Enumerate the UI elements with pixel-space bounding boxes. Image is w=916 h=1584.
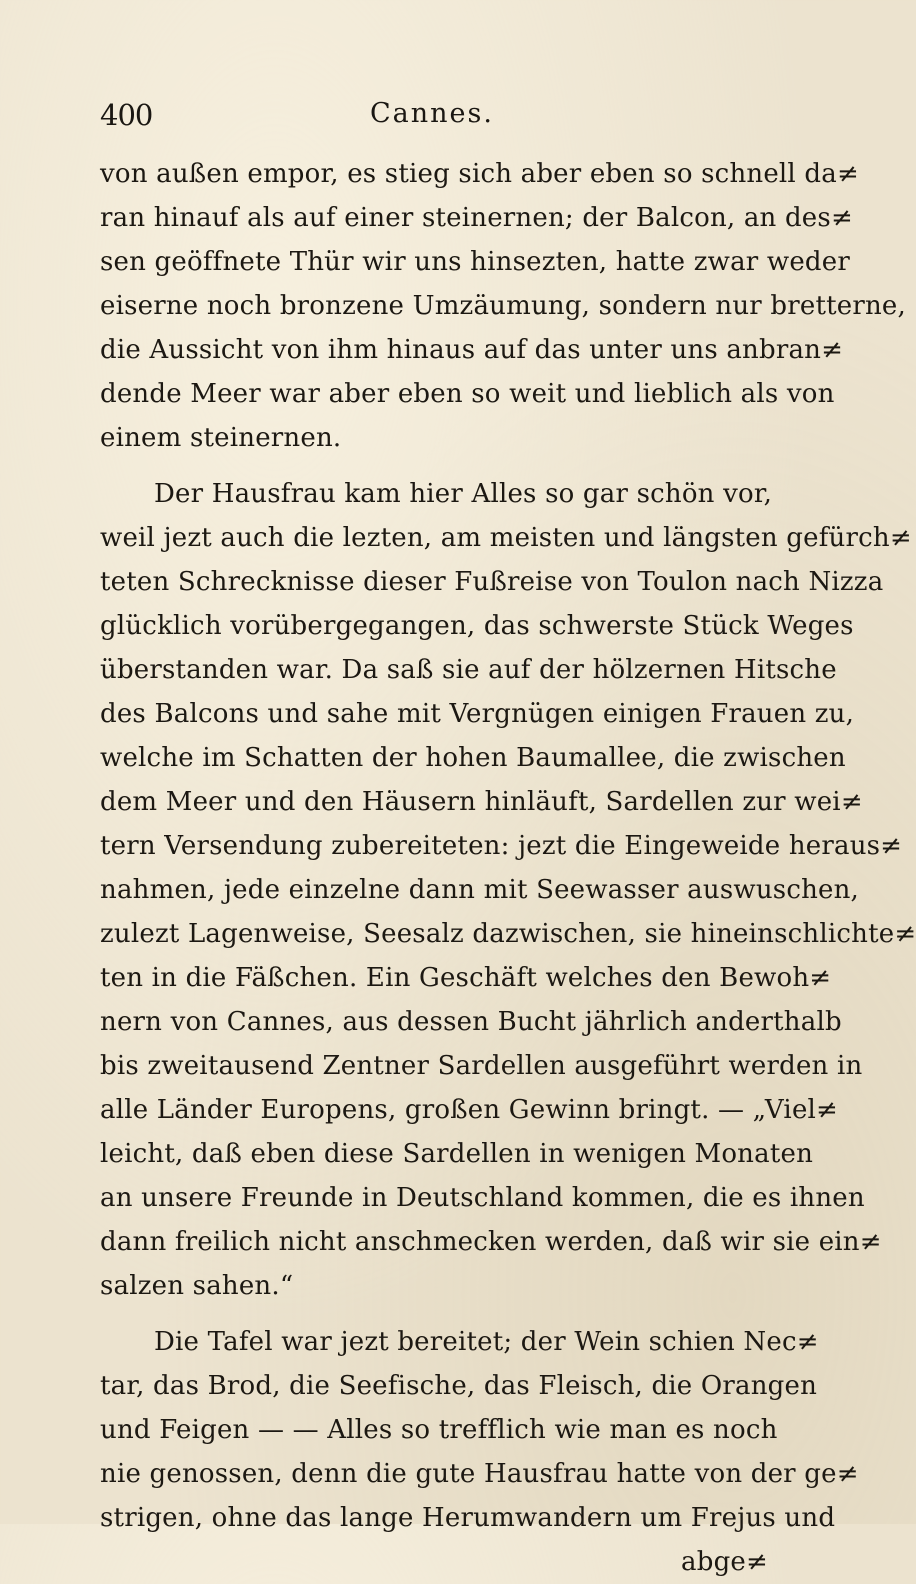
running-head: Cannes. (370, 98, 494, 129)
text-line: überstanden war. Da saß sie auf der hölzernen Hitsche (100, 655, 837, 685)
page-number: 400 (100, 98, 153, 132)
text-line: dem Meer und den Häusern hinläuft, Sardellen zur wei≠ (100, 787, 863, 817)
text-line: nern von Cannes, aus dessen Bucht jährlich anderthalb (100, 1007, 842, 1037)
text-line: von außen empor, es stieg sich aber eben so schnell da≠ (100, 159, 859, 189)
paragraph (100, 152, 906, 460)
text-line: ran hinauf als auf einer steinernen; der Balcon, an des≠ (100, 203, 853, 233)
text-line: eiserne noch bronzene Umzäumung, sondern nur bretterne, (100, 291, 906, 321)
text-line: tar, das Brod, die Seefische, das Fleisch, die Orangen (100, 1371, 818, 1401)
text-line: dann freilich nicht anschmecken werden, daß wir sie ein≠ (100, 1227, 882, 1257)
body-text (100, 152, 916, 1584)
text-line: die Aussicht von ihm hinaus auf das unter uns anbran≠ (100, 335, 844, 365)
text-line: dende Meer war aber eben so weit und lieblich als von (100, 379, 835, 409)
text-line: ten in die Fäßchen. Ein Geschäft welches den Bewoh≠ (100, 963, 832, 993)
text-line: einem steinernen. (100, 423, 342, 453)
page-header (0, 98, 800, 138)
text-line: alle Länder Europens, großen Gewinn bringt. — „Viel≠ (100, 1095, 839, 1125)
text-line: bis zweitausend Zentner Sardellen ausgeführt werden in (100, 1051, 863, 1081)
text-line: tern Versendung zubereiteten: jezt die Eingeweide heraus≠ (100, 831, 903, 861)
text-line: leicht, daß eben diese Sardellen in wenigen Monaten (100, 1139, 814, 1169)
paragraph (100, 472, 916, 1308)
text-line: sen geöffnete Thür wir uns hinsezten, hatte zwar weder (100, 247, 850, 277)
catchword: abge≠ (681, 1547, 768, 1577)
text-line: an unsere Freunde in Deutschland kommen, die es ihnen (100, 1183, 865, 1213)
text-line: nahmen, jede einzelne dann mit Seewasser auswuschen, (100, 875, 860, 905)
text-line: nie genossen, denn die gute Hausfrau hatte von der ge≠ (100, 1459, 859, 1489)
text-line: Die Tafel war jezt bereitet; der Wein schien Nec≠ (154, 1327, 819, 1357)
text-line: strigen, ohne das lange Herumwandern um Frejus und (100, 1503, 836, 1533)
text-line: teten Schrecknisse dieser Fußreise von Toulon nach Nizza (100, 567, 884, 597)
text-line: und Feigen — — Alles so trefflich wie man es noch (100, 1415, 778, 1445)
text-line: glücklich vorübergegangen, das schwerste Stück Weges (100, 611, 854, 641)
text-line: salzen sahen.“ (100, 1271, 294, 1301)
text-line: weil jezt auch die lezten, am meisten und längsten gefürch≠ (100, 523, 912, 553)
text-line: Der Hausfrau kam hier Alles so gar schön vor, (154, 479, 773, 509)
text-line: welche im Schatten der hohen Baumallee, die zwischen (100, 743, 846, 773)
paragraph (100, 1320, 859, 1584)
text-line: des Balcons und sahe mit Vergnügen einigen Frauen zu, (100, 699, 855, 729)
text-line: zulezt Lagenweise, Seesalz dazwischen, sie hineinschlichte≠ (100, 919, 916, 949)
